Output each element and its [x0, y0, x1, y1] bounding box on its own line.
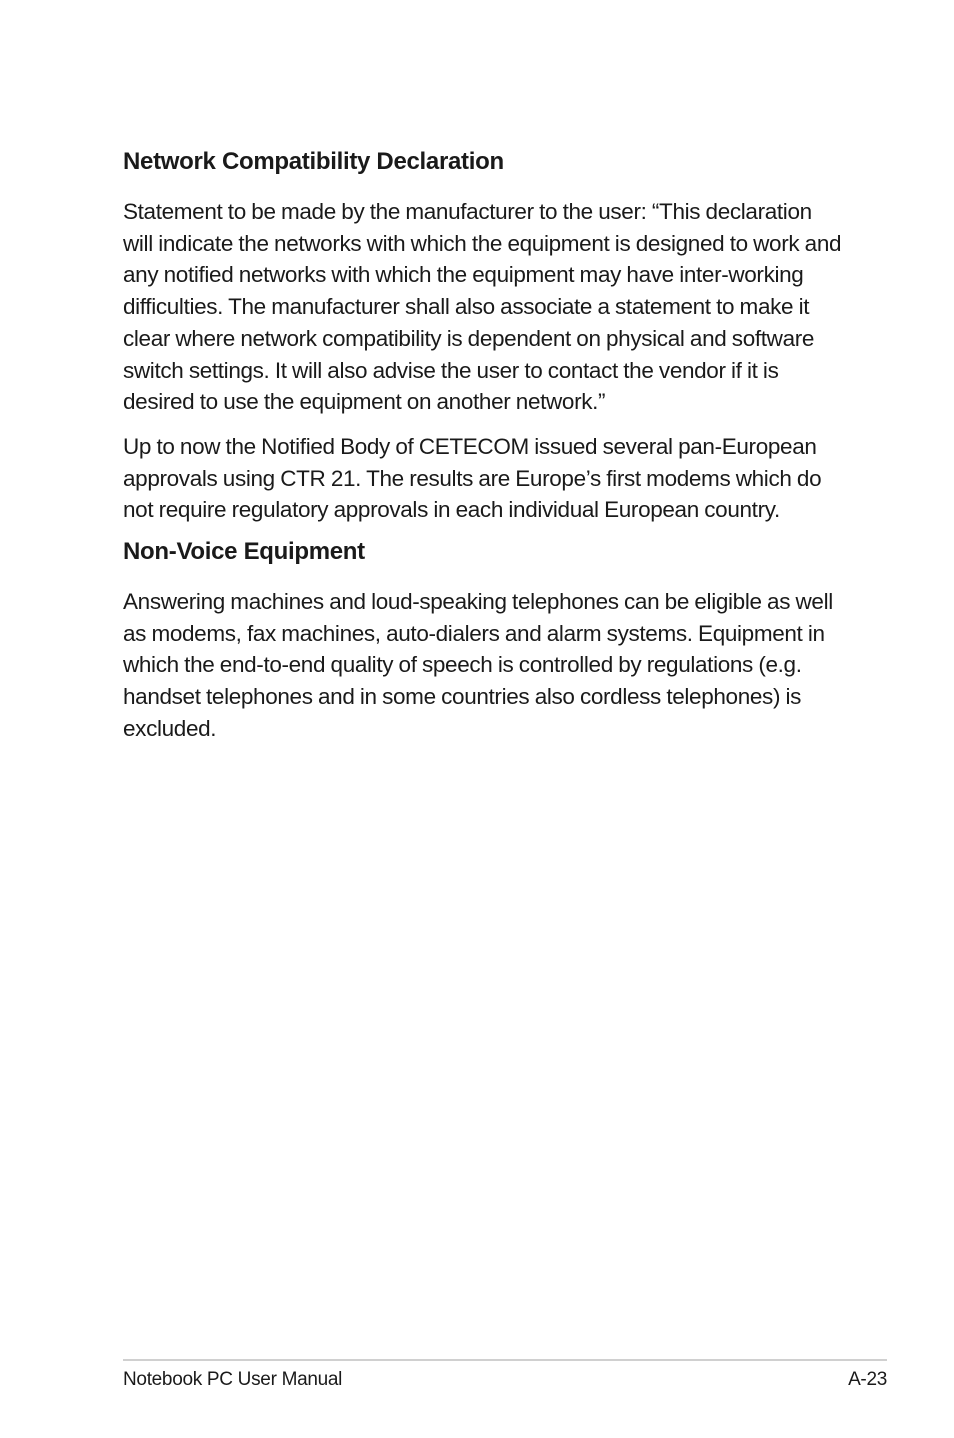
footer-divider: [123, 1359, 887, 1361]
section-heading-non-voice-equipment: Non-Voice Equipment: [123, 538, 365, 566]
footer-manual-title: Notebook PC User Manual: [123, 1369, 343, 1390]
paragraph-statement: Statement to be made by the manufacturer to the user: “This declaration will indicate the networks with which the equipment is designed to work and any notified networks with which the equipment may have inter-working difficulties. The manufacturer shall also associate a statement to make it clear where network compatibility is dependent on physical and software switch settings. It will also advise the user to contact the vendor if it is desired to use the equipment on another network.”: [123, 199, 842, 415]
page-content: [123, 146, 843, 745]
paragraph-non-voice: Answering machines and loud-speaking telephones can be eligible as well as modems, fax machines, auto-dialers and alarm systems. Equipment in which the end-to-end quality of speech is controlled by regulations (e.g. handset telephones and in some countries also cordless telephones) is excluded.: [123, 589, 833, 741]
section-heading-network-compatibility: Network Compatibility Declaration: [123, 148, 504, 175]
paragraph-cetecom: Up to now the Notified Body of CETECOM issued several pan-European approvals using CTR 21. The results are Europe’s first modems which do not require regulatory approvals in each individual European country.: [123, 433, 822, 523]
footer-page-number: A-23: [848, 1369, 887, 1390]
